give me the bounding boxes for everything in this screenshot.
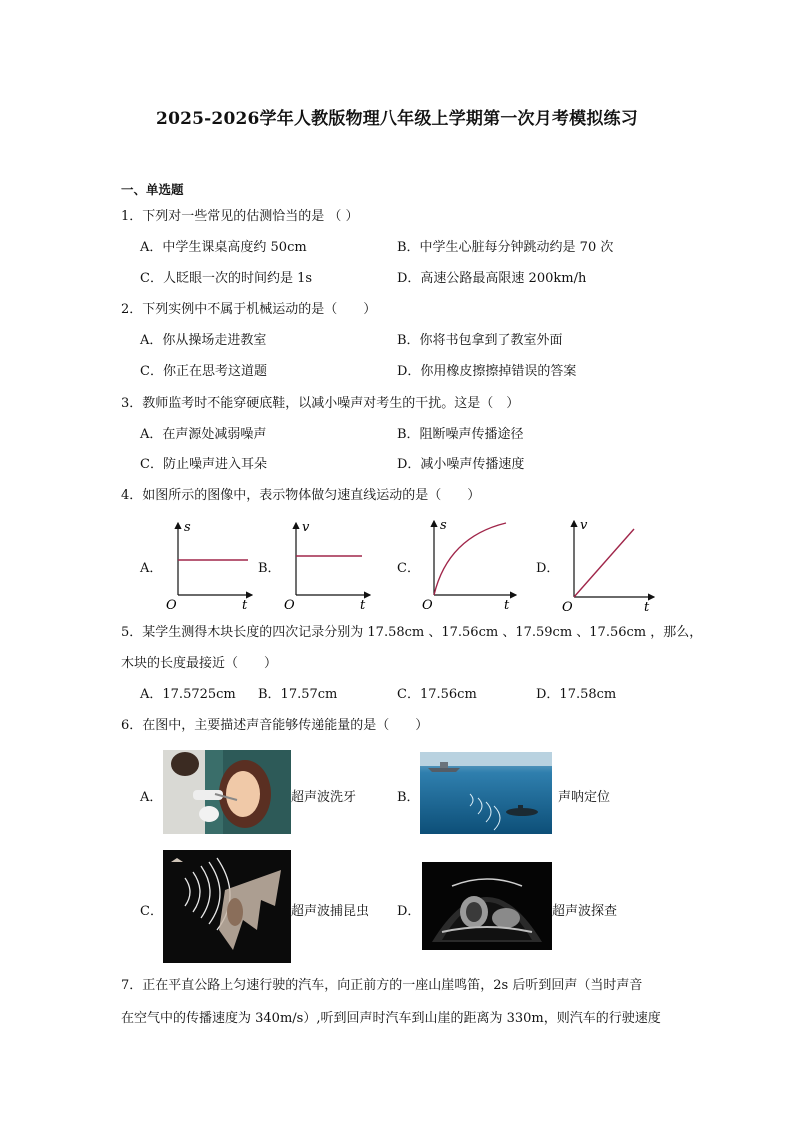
ultrasound-scan-photo	[422, 862, 552, 950]
question-6-b-label: 声呐定位	[558, 790, 611, 805]
question-1-option-d[interactable]: D．高速公路最高限速 200km/h	[397, 271, 587, 286]
graph-c-origin: O	[422, 598, 433, 612]
page-title: 2025-2026学年人教版物理八年级上学期第一次月考模拟练习	[156, 109, 638, 129]
graph-d-origin: O	[562, 600, 573, 614]
graph-b	[278, 517, 378, 616]
question-3-stem: 3．教师监考时不能穿硬底鞋，以减小噪声对考生的干扰。这是（ ）	[121, 396, 520, 411]
graph-b-y-label: v	[302, 520, 310, 535]
question-2-option-a[interactable]: A．你从操场走进教室	[140, 333, 267, 348]
graph-a-x-label: t	[242, 598, 248, 612]
question-3-option-a[interactable]: A．在声源处减弱噪声	[140, 427, 267, 442]
question-4-option-c[interactable]: C．	[397, 561, 420, 576]
graph-a	[160, 517, 260, 616]
question-6-option-d[interactable]: D．	[397, 904, 421, 919]
question-2-option-c[interactable]: C．你正在思考这道题	[140, 364, 267, 379]
question-4-option-b[interactable]: B．	[258, 561, 281, 576]
question-3-option-c[interactable]: C．防止噪声进入耳朵	[140, 457, 267, 472]
question-1-option-b[interactable]: B．中学生心脏每分钟跳动约是 70 次	[397, 240, 614, 255]
question-5-stem-line-1: 5．某学生测得木块长度的四次记录分别为 17.58cm 、17.56cm 、17.59cm 、17.56cm ，那么，	[121, 625, 703, 640]
graph-c-y-label: s	[440, 518, 447, 533]
question-5-stem-line-2: 木块的长度最接近（ ）	[121, 656, 278, 671]
bat-photo	[163, 850, 291, 963]
question-5-option-b[interactable]: B．17.57cm	[258, 687, 338, 702]
question-6-stem: 6．在图中，主要描述声音能够传递能量的是（ ）	[121, 718, 429, 733]
question-1-option-a[interactable]: A．中学生课桌高度约 50cm	[140, 240, 307, 255]
question-6-d-label: 超声波探查	[552, 904, 618, 919]
question-4-option-d[interactable]: D．	[536, 561, 560, 576]
question-6-option-c[interactable]: C．	[140, 904, 163, 919]
question-2-option-b[interactable]: B．你将书包拿到了教室外面	[397, 333, 563, 348]
graph-c	[418, 517, 518, 616]
graph-d	[556, 517, 656, 618]
question-7-stem-line-2: 在空气中的传播速度为 340m/s）,听到回声时汽车到山崖的距离为 330m，则汽车的行驶速度	[121, 1011, 661, 1026]
question-1-stem: 1．下列对一些常见的估测恰当的是 （ ）	[121, 209, 359, 224]
question-4-stem: 4．如图所示的图像中，表示物体做匀速直线运动的是（ ）	[121, 488, 481, 503]
sonar-photo	[420, 752, 552, 834]
question-1-option-c[interactable]: C．人眨眼一次的时间约是 1s	[140, 271, 313, 286]
graph-a-y-label: s	[184, 520, 191, 535]
question-7-stem-line-1: 7．正在平直公路上匀速行驶的汽车，向正前方的一座山崖鸣笛，2s 后听到回声（当时声音	[121, 978, 643, 993]
question-4-option-a[interactable]: A．	[140, 561, 163, 576]
question-6-option-a[interactable]: A．	[140, 790, 163, 805]
question-3-option-d[interactable]: D．减小噪声传播速度	[397, 457, 525, 472]
graph-d-x-label: t	[644, 600, 650, 614]
graph-c-x-label: t	[504, 598, 510, 612]
question-6-a-label: 超声波洗牙	[291, 790, 357, 805]
question-6-c-label: 超声波捕昆虫	[291, 904, 370, 919]
question-5-option-d[interactable]: D．17.58cm	[536, 687, 617, 702]
graph-d-y-label: v	[580, 518, 588, 533]
question-5-option-c[interactable]: C．17.56cm	[397, 687, 477, 702]
question-2-stem: 2．下列实例中不属于机械运动的是（ ）	[121, 302, 377, 317]
graph-b-origin: O	[284, 598, 295, 612]
section-heading: 一、单选题	[121, 182, 184, 197]
question-2-option-d[interactable]: D．你用橡皮擦擦掉错误的答案	[397, 364, 577, 379]
graph-b-x-label: t	[360, 598, 366, 612]
question-6-option-b[interactable]: B．	[397, 790, 420, 805]
graph-a-origin: O	[166, 598, 177, 612]
dental-cleaning-photo	[163, 750, 291, 834]
question-3-option-b[interactable]: B．阻断噪声传播途径	[397, 427, 524, 442]
question-5-option-a[interactable]: A．17.5725cm	[140, 687, 236, 702]
